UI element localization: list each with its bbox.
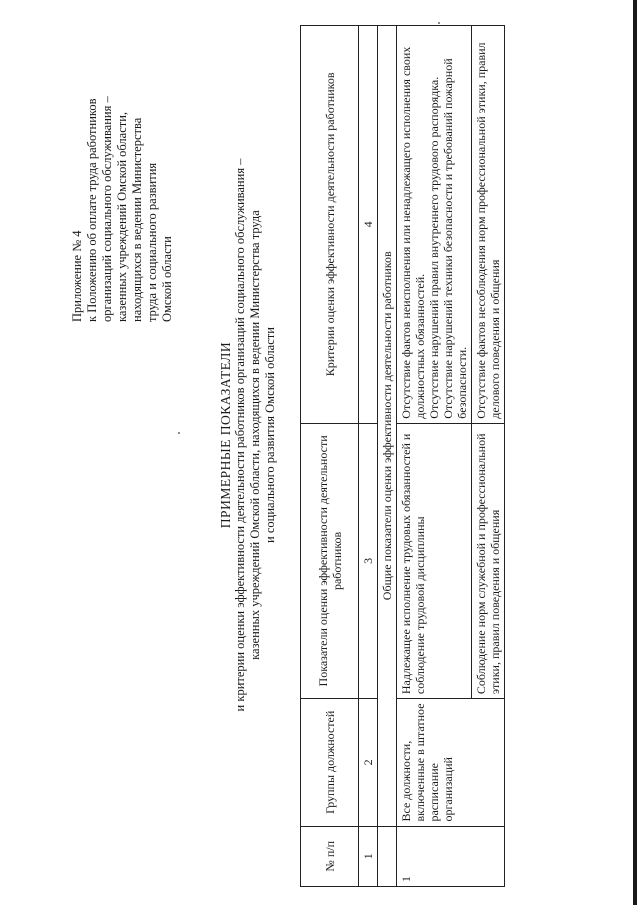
criteria-table	[300, 25, 505, 887]
table-section-row	[378, 26, 397, 887]
criterion-text: Отсутствие фактов несоблюдения норм профессиональной этики, правил делового поведения и общения	[474, 42, 502, 419]
criterion-text: Отсутствие фактов неисполнения или ненадлежащего исполнения своих должностных обязанностей.	[399, 46, 427, 419]
row-number: 1	[397, 826, 505, 886]
heading-title: ПРИМЕРНЫЕ ПОКАЗАТЕЛИ	[218, 341, 233, 529]
numbering-cell: 3	[359, 423, 378, 698]
appendix-line: труда и социального развития	[145, 162, 159, 322]
row-criteria	[397, 26, 472, 424]
row-indicator: Надлежащее исполнение трудовых обязанностей и соблюдение трудовой дисциплины	[397, 423, 472, 698]
table-row	[397, 26, 472, 887]
header-criteria: Критерии оценки эффективности деятельности работников	[301, 26, 359, 424]
heading-subtitle-line: казенных учреждений Омской области, находящихся в ведении Министерства труда	[248, 210, 262, 660]
numbering-cell: 4	[359, 26, 378, 424]
appendix-note	[70, 22, 175, 322]
numbering-cell: 2	[359, 699, 378, 826]
header-indicators: Показатели оценки эффективности деятельности работников	[301, 423, 359, 698]
document-heading	[218, 115, 278, 755]
table-numbering-row	[359, 26, 378, 887]
criterion-text: Отсутствие нарушений техники безопасности и требований пожарной безопасности.	[441, 58, 469, 419]
appendix-line: Приложение № 4	[70, 230, 84, 322]
appendix-line: Омской области	[160, 236, 174, 322]
appendix-line: к Положению об оплате труда работников	[85, 98, 99, 322]
heading-subtitle-line: и критерии оценки эффективности деятельности работников организаций социального обслуживания –	[233, 158, 247, 712]
appendix-line: казенных учреждений Омской области,	[115, 111, 129, 322]
row-group: Все должности, включенные в штатное расписание организаций	[397, 699, 505, 826]
row-criteria	[472, 26, 505, 424]
appendix-line: организаций социального обслуживания –	[100, 96, 114, 322]
section-spacer	[378, 826, 397, 886]
criterion-text: Отсутствие нарушений правил внутреннего трудового распорядка.	[427, 76, 441, 419]
header-groups: Группы должностей	[301, 699, 359, 826]
heading-subtitle-line: и социального развития Омской области	[263, 327, 277, 543]
header-number: № п/п	[301, 826, 359, 886]
section-title: Общие показатели оценки эффективности деятельности работников	[378, 26, 397, 827]
numbering-cell: 1	[359, 826, 378, 886]
appendix-line: находящихся в ведении Министерства	[130, 117, 144, 322]
table-header-row	[301, 26, 359, 887]
row-indicator: Соблюдение норм служебной и профессиональной этики, правил поведения и общения	[472, 423, 505, 698]
